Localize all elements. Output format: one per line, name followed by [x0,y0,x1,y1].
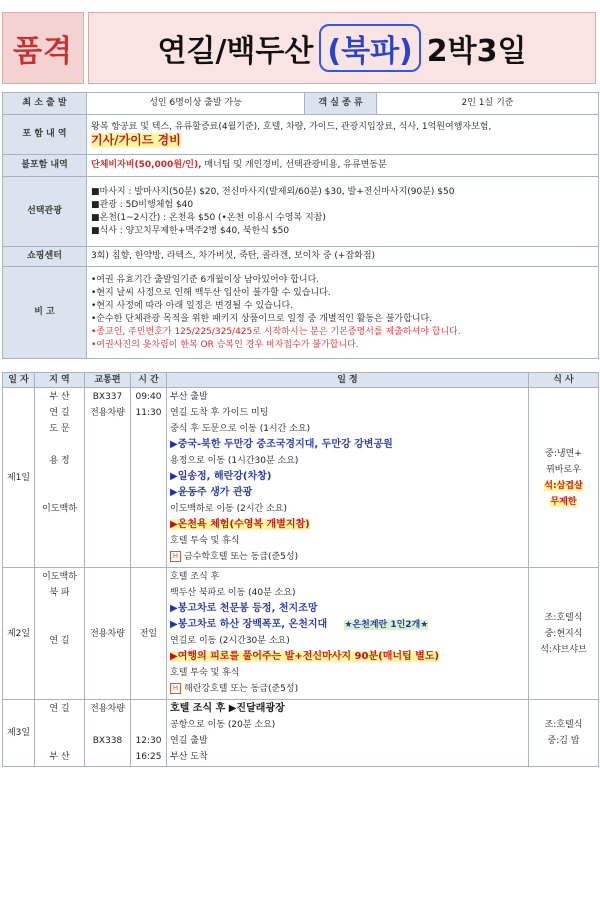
min-departure-label: 최 소 출 발 [3,93,87,115]
time: 09:40 [135,392,162,402]
meal: 조:호텔식 [544,720,583,730]
day-label: 제1일 [3,388,35,568]
day-meals [529,700,599,767]
col-header-meal: 식 사 [529,373,599,388]
optional-item: ■관광 : 5D비행체험 $40 [91,199,194,210]
day-times [131,700,167,767]
page-title [88,12,596,84]
remark-item: •순수한 단체관광 목적을 위한 패키지 상품이므로 일정 중 개별적인 활동은 불가합니다. [91,313,433,324]
schedule-line: 부산 도착 [170,752,208,762]
region: 연 길 [49,408,70,418]
day-meals [529,388,599,568]
optional-item: ■식사 : 양꼬치무제한+맥주2병 $40, 북한식 $50 [91,225,290,236]
shopping-value: 3회) 침향, 한약방, 라텍스, 차가버섯, 죽탄, 콜라겐, 보이차 중 (+잡화점) [87,247,599,267]
meal: 꿔바로우 [546,464,581,475]
region: 북 파 [49,588,70,598]
schedule-highlight: ▶윤동주 생가 관광 [170,487,253,498]
day-schedule [167,700,529,767]
schedule-highlight: ▶봉고차로 하산 장백폭포, 온천지대 [170,619,328,630]
room-type-value: 2인 1실 기준 [377,93,599,115]
day-row-2 [3,568,599,700]
day-schedule [167,388,529,568]
remark-item-warning: •종교인, 주민번호가 125/225/325/425로 시작하시는 분은 기본증명서를 제출하셔야 합니다. [91,326,461,337]
flight-number: BX337 [92,392,123,402]
col-header-day: 일 자 [3,373,35,388]
schedule-line: 중식 후 도문으로 이동 (1시간 소요) [170,424,311,434]
region: 연 길 [49,636,70,646]
hotel-name: 금수학호텔 또는 동급(준5성) [184,552,299,562]
visa-fee-text: 단체비자비(50,000원/인), [91,160,202,170]
meal-highlight: 석:삼겹살 [544,480,583,491]
remark-item: •여권 유효기간 출발일기준 6개월이상 남아있어야 합니다. [91,274,320,285]
schedule-line: 연길 도착 후 가이드 미팅 [170,408,269,418]
include-label: 포 함 내 역 [3,115,87,155]
schedule-line: 공항으로 이동 (20분 소요) [170,720,276,730]
include-value [87,115,599,155]
meal: 중:김 밥 [547,736,580,746]
day-regions [35,568,85,700]
day-transport: 전용차량 [85,568,131,700]
schedule-line: 호텔 투숙 및 휴식 [170,668,240,678]
time: 16:25 [135,752,162,762]
day-regions [35,388,85,568]
optional-item: ■온천(1~2시간) : 온천욕 $50 (•온천 이용시 수영복 지참) [91,212,326,223]
region: 부 산 [49,752,70,762]
exclude-value [87,155,599,177]
hotel-icon: H [170,551,181,562]
day-transport [85,388,131,568]
optional-tour-label: 선택관광 [3,177,87,247]
transport-mode: 전용차량 [90,704,125,714]
title-highlight: (북파) [319,24,420,72]
meal: 중:현지식 [544,628,583,639]
schedule-line: 호텔 조식 후 [170,572,220,582]
optional-tour-list [87,177,599,247]
remarks-label: 비 고 [3,267,87,359]
remark-item: •현지 사정에 따라 아래 일정은 변경될 수 있습니다. [91,300,294,311]
exclude-text: 매너팁 및 개인경비, 선택관광비용, 유류변동분 [201,160,387,170]
meal: 조:호텔식 [544,612,583,623]
itinerary-table [2,372,599,767]
schedule-highlight-red: ▶온천욕 체험(수영복 개별지참) [170,519,310,530]
schedule-line: 호텔 투숙 및 휴식 [170,536,240,546]
region: 이도백하 [42,504,77,514]
region: 도 문 [49,424,70,434]
page-header [0,0,600,88]
title-main: 연길/백두산 [157,34,314,69]
schedule-highlight-red: ▶여행의 피로를 풀어주는 발+전신마사지 90분(매너팁 별도) [170,651,440,662]
day-schedule [167,568,529,700]
hotel-icon: H [170,683,181,694]
region: 연 길 [49,704,70,714]
meal-highlight: 무제한 [550,496,577,507]
region: 이도백하 [42,572,77,582]
schedule-highlight: ▶일송정, 해란강(차창) [170,471,272,482]
schedule-highlight: ▶중국-북한 두만강 중조국경지대, 두만강 강변공원 [170,439,393,450]
schedule-line: 연길 출발 [170,736,208,746]
region: 용 정 [49,456,70,466]
min-departure-value: 성인 6명이상 출발 가능 [87,93,305,115]
include-emphasis: 기사/가이드 경비 [91,132,181,147]
flight-number: BX338 [92,736,123,746]
remark-item-warning: •여권사진의 옷차림이 한복 OR 승복인 경우 비자접수가 불가합니다. [91,339,359,350]
day-transport [85,700,131,767]
meal: 중:냉면+ [545,448,582,459]
optional-item: ■마사지 : 발마사지(50분) $20, 전신마사지(발제외/60분) $30, 발+전신마사지(90분) $50 [91,186,455,197]
col-header-time: 시 간 [131,373,167,388]
grade-badge: 품격 [2,12,84,84]
time: 11:30 [135,408,162,418]
remarks-list [87,267,599,359]
schedule-line: 이도백하로 이동 (2시간 소요) [170,504,287,514]
egg-badge: ★온천계란 1인2개★ [344,620,429,630]
day-row-3 [3,700,599,767]
time: 12:30 [135,736,162,746]
schedule-highlight: 호텔 조식 후 ▶진달래광장 [170,703,285,714]
remark-item: •현지 날씨 사정으로 인해 백두산 입산이 불가할 수 있습니다. [91,287,331,298]
schedule-highlight: ▶봉고차로 천문봉 등정, 천지조망 [170,603,318,614]
include-text: 왕복 항공료 및 텍스, 유류할증료(4월기준), 호텔, 차량, 가이드, 관광지입장료, 식사, 1억원여행자보험, [91,121,492,132]
schedule-line: 부산 출발 [170,392,208,402]
shopping-label: 쇼핑센터 [3,247,87,267]
day-label: 제3일 [3,700,35,767]
day-label: 제2일 [3,568,35,700]
exclude-label: 불포함 내역 [3,155,87,177]
schedule-line: 용정으로 이동 (1시간30분 소요) [170,456,299,466]
day-row-1 [3,388,599,568]
schedule-line: 백두산 북파로 이동 (40분 소요) [170,588,296,598]
day-times [131,388,167,568]
day-time: 전일 [131,568,167,700]
room-type-label: 객 실 종 류 [305,93,377,115]
day-meals [529,568,599,700]
meal: 석:샤브샤브 [540,644,587,655]
transport-mode: 전용차량 [90,408,125,418]
hotel-name: 해란강호텔 또는 동급(준5성) [184,684,299,694]
col-header-transport: 교통편 [85,373,131,388]
col-header-region: 지 역 [35,373,85,388]
info-table [2,92,599,359]
title-duration: 2박3일 [426,34,527,69]
schedule-line: 연길로 이동 (2시간30분 소요) [170,636,290,646]
col-header-schedule: 일 정 [167,373,529,388]
day-regions [35,700,85,767]
region: 부 산 [49,392,70,402]
